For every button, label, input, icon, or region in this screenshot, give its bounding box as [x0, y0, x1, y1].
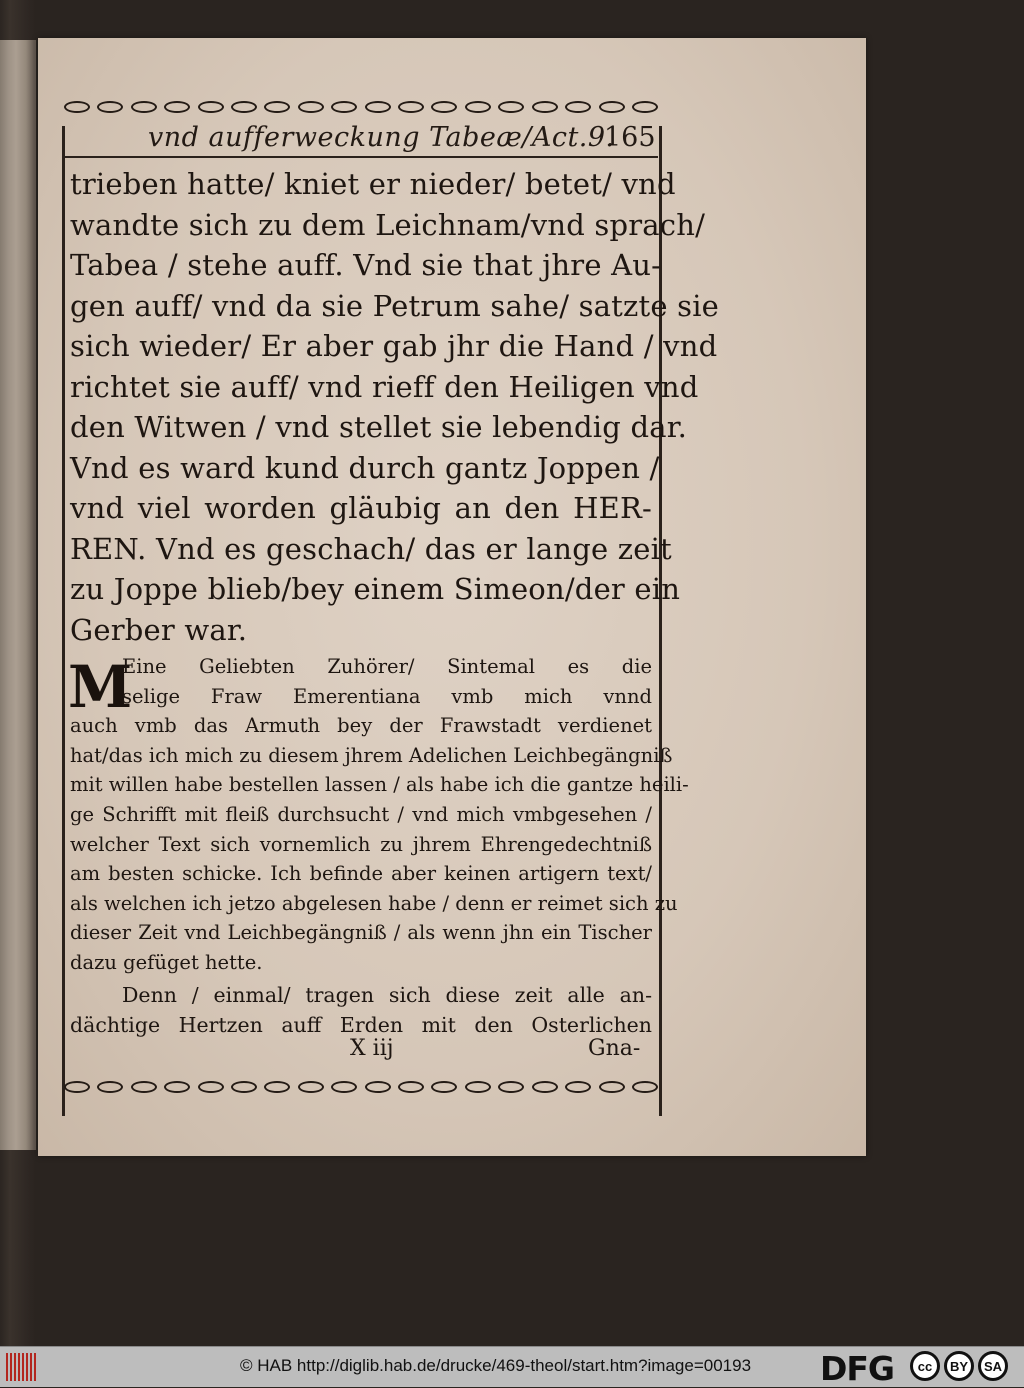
text-line: Tabea / stehe auff. Vnd sie that jhre Au-: [70, 248, 662, 282]
hab-logo-icon: [6, 1353, 36, 1381]
page-footer-line: [70, 1036, 652, 1066]
text-line: welcher Text sich vornemlich zu jhrem Ehrengedechtniß: [70, 832, 652, 856]
text-line: zu Joppe blieb/bey einem Simeon/der ein: [70, 572, 681, 606]
text-line: sich wieder/ Er aber gab jhr die Hand / vnd: [70, 329, 718, 363]
text-line: dieser Zeit vnd Leichbegängniß / als wenn jhn ein Tischer: [70, 921, 652, 945]
page-number: 165: [604, 122, 656, 153]
second-paragraph: [70, 980, 652, 1040]
text-line: den Witwen / vnd stellet sie lebendig dar.: [70, 410, 687, 444]
text-line: wandte sich zu dem Leichnam/vnd sprach/: [70, 207, 706, 242]
catchword: Gna-: [588, 1036, 641, 1061]
text-line: REN. Vnd es geschach/ das er lange zeit: [70, 531, 672, 566]
text-line: ge Schrifft mit fleiß durchsucht / vnd mich vmbgesehen /: [70, 802, 652, 826]
text-line: mit willen habe bestellen lassen / als habe ich die gantze heili-: [70, 773, 689, 797]
text-line: Denn / einmal/ tragen sich diese zeit alle an-: [122, 983, 652, 1007]
header-rule: [64, 156, 658, 158]
ornament-border-bottom: [64, 1078, 658, 1096]
book-page: [38, 38, 866, 1156]
copyright-link[interactable]: © HAB http://diglib.hab.de/drucke/469-theol/start.htm?image=00193: [240, 1356, 752, 1375]
license-icons[interactable]: [910, 1351, 1008, 1381]
sermon-text-block: [70, 652, 689, 978]
text-line: Gerber war.: [70, 612, 248, 647]
text-line: vnd viel worden gläubig an den HER-: [70, 491, 652, 525]
drop-cap: M: [68, 653, 133, 721]
running-head: vnd aufferweckung Tabeæ/Act.9.: [148, 122, 615, 153]
ornament-border-top: [64, 98, 658, 116]
text-line: richtet sie auff/ vnd rieff den Heiligen vnd: [70, 369, 699, 404]
signature-mark: X iij: [350, 1036, 394, 1061]
book-spine-edge: [0, 40, 36, 1150]
viewer-footer-bar: [0, 1346, 1024, 1387]
cc-icon: cc: [910, 1351, 940, 1381]
text-line: dächtige Hertzen auff Erden mit den Osterlichen: [70, 1013, 652, 1037]
main-text-block: [70, 164, 720, 650]
text-line: Eine Geliebten Zuhörer/ Sintemal es die: [122, 655, 652, 678]
text-line: dazu gefüget hette.: [70, 950, 263, 974]
text-line: gen auff/ vnd da sie Petrum sahe/ satzte sie: [70, 288, 720, 323]
text-line: selige Fraw Emerentiana vmb mich vnnd: [122, 684, 652, 708]
by-icon: BY: [944, 1351, 974, 1381]
dfg-logo: DFG: [820, 1349, 895, 1388]
text-line: Vnd es ward kund durch gantz Joppen /: [70, 450, 660, 485]
text-line: am besten schicke. Ich befinde aber keinen artigern text/: [70, 862, 652, 886]
text-line: hat/das ich mich zu diesem jhrem Adelichen Leichbegängniß: [70, 743, 673, 767]
text-line: als welchen ich jetzo abgelesen habe / denn er reimet sich zu: [70, 891, 678, 915]
sa-icon: SA: [978, 1351, 1008, 1381]
text-line: auch vmb das Armuth bey der Frawstadt verdienet: [70, 714, 652, 738]
text-line: trieben hatte/ kniet er nieder/ betet/ vnd: [70, 167, 676, 201]
